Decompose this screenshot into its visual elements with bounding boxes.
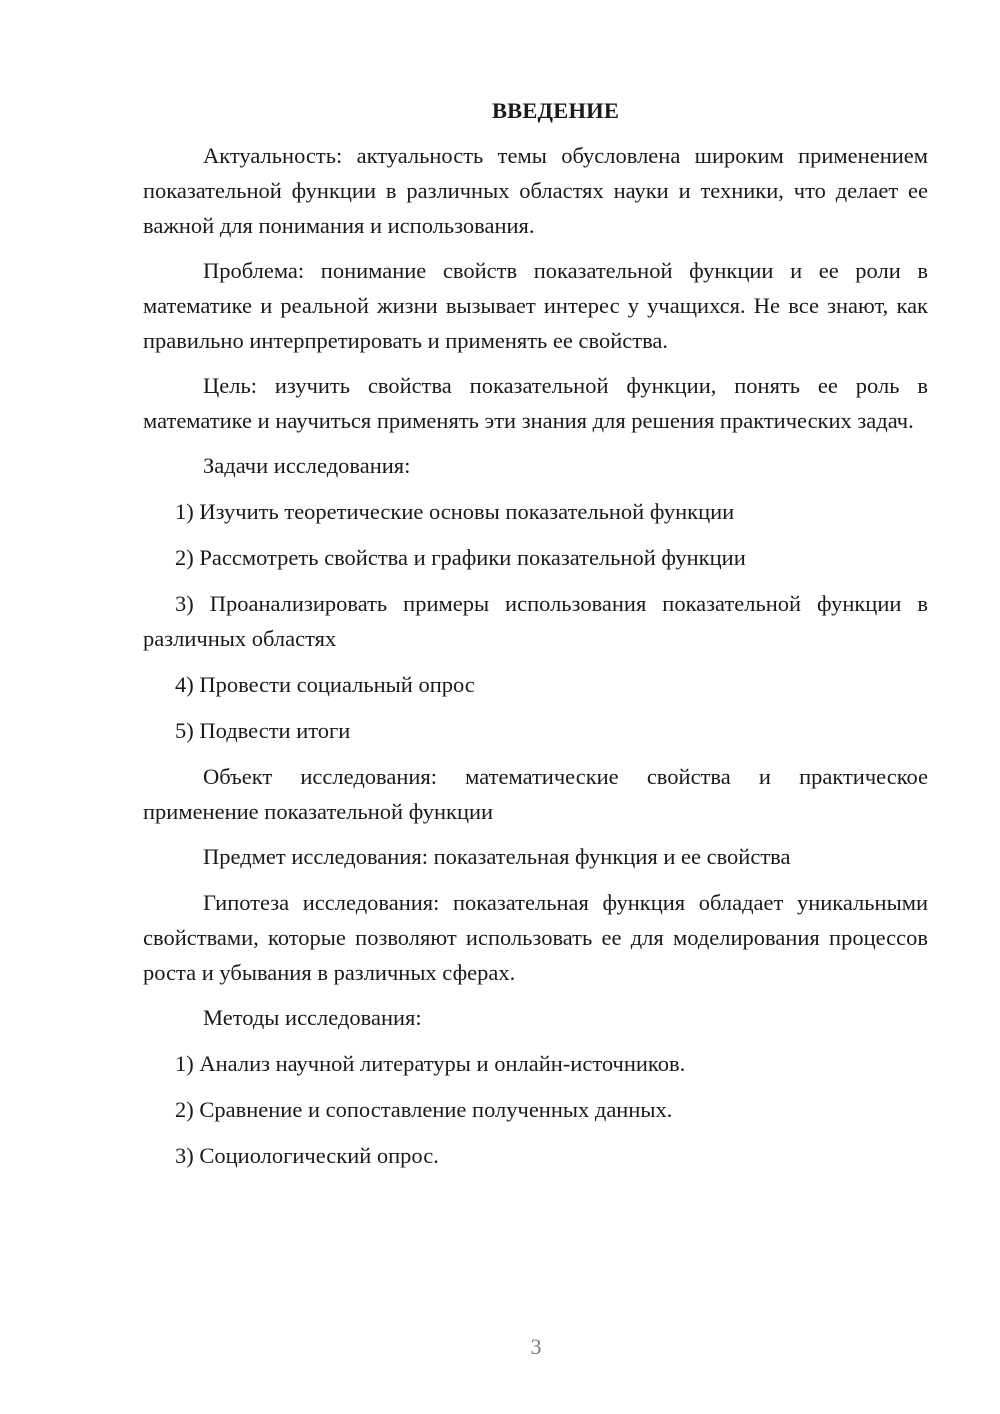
page-number: 3: [530, 1334, 542, 1359]
subject-paragraph: Предмет исследования: показательная функция и ее свойства: [203, 844, 791, 869]
task-item: 1) Изучить теоретические основы показательной функции: [175, 499, 735, 524]
object-paragraph: Объект исследования: математические свойства и практическое применение показательной функции: [143, 764, 928, 824]
methods-heading: Методы исследования:: [203, 1005, 422, 1030]
tasks-heading: Задачи исследования:: [203, 453, 411, 478]
relevance-paragraph: Актуальность: актуальность темы обусловлена широким применением показательной функции в различных областях науки и техники, что делает ее важной для понимания и использования.: [143, 143, 928, 238]
method-item: 3) Социологический опрос.: [175, 1143, 439, 1168]
goal-paragraph: Цель: изучить свойства показательной функции, понять ее роль в математике и научиться применять эти знания для решения практических задач.: [143, 373, 928, 433]
method-item: 2) Сравнение и сопоставление полученных данных.: [175, 1097, 673, 1122]
task-item: 3) Проанализировать примеры использования показательной функции в различных областях: [143, 591, 928, 651]
task-item: 2) Рассмотреть свойства и графики показательной функции: [175, 545, 746, 570]
method-item: 1) Анализ научной литературы и онлайн-источников.: [175, 1051, 686, 1076]
task-item: 4) Провести социальный опрос: [175, 672, 475, 697]
page-content: [143, 94, 928, 1184]
hypothesis-paragraph: Гипотеза исследования: показательная функция обладает уникальными свойствами, которые позволяют использовать ее для моделирования процессов роста и убывания в различных сферах.: [143, 890, 928, 985]
problem-paragraph: Проблема: понимание свойств показательной функции и ее роли в математике и реальной жизни вызывает интерес у учащихся. Не все знают, как правильно интерпретировать и применять ее свойства.: [143, 258, 928, 353]
section-title: ВВЕДЕНИЕ: [491, 98, 620, 123]
task-item: 5) Подвести итоги: [175, 718, 351, 743]
